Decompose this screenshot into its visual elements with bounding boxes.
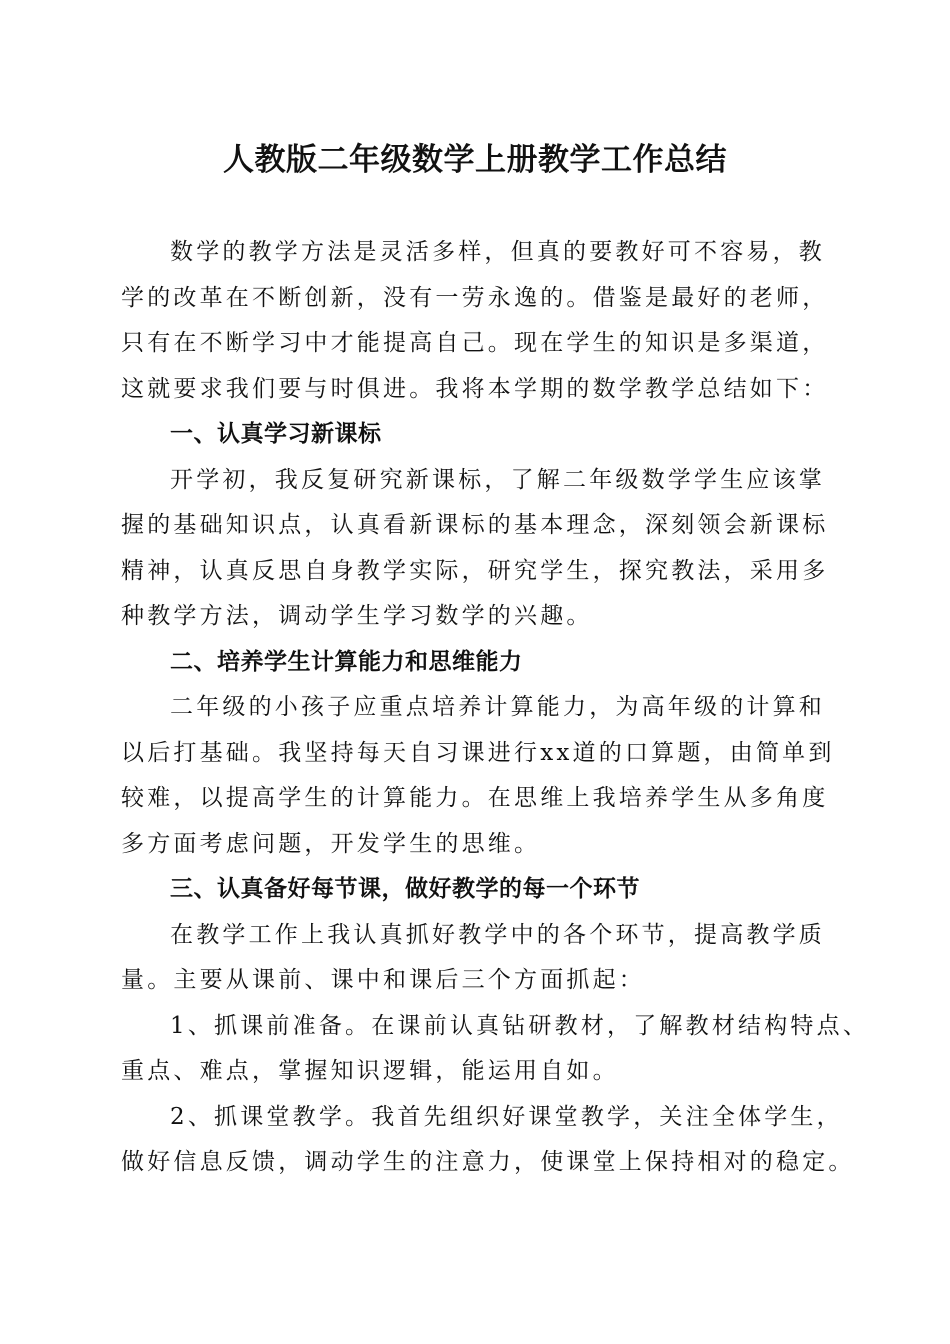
section-3-item-2-line: 2、抓课堂教学。我首先组织好课堂教学，关注全体学生， — [170, 1103, 843, 1130]
section-3-item-1-line: 1、抓课前准备。在课前认真钻研教材，了解教材结构特点、 — [170, 1012, 870, 1039]
section-2-line: 多方面考虑问题，开发学生的思维。 — [121, 830, 541, 857]
section-1-line: 握的基础知识点，认真看新课标的基本理念，深刻领会新课标 — [121, 512, 829, 538]
section-2-line: 以后打基础。我坚持每天自习课进行xx道的口算题，由简单到 — [121, 739, 835, 766]
document-body — [121, 230, 870, 1186]
document-title: 人教版二年级数学上册教学工作总结 — [223, 142, 727, 178]
section-1-line: 精神，认真反思自身教学实际，研究学生，探究教法，采用多 — [121, 557, 829, 584]
section-1-line: 开学初，我反复研究新课标，了解二年级数学学生应该掌 — [170, 466, 825, 493]
section-3-item-2-line: 做好信息反馈，调动学生的注意力，使课堂上保持相对的稳定。 — [121, 1149, 855, 1175]
section-2-line: 二年级的小孩子应重点培养计算能力，为高年级的计算和 — [170, 694, 825, 720]
section-2-line: 较难，以提高学生的计算能力。在思维上我培养学生从多角度 — [121, 785, 829, 811]
section-3-line: 在教学工作上我认真抓好教学中的各个环节，提高教学质 — [170, 921, 825, 948]
section-3-item-1-line: 重点、难点，掌握知识逻辑，能运用自如。 — [121, 1058, 619, 1084]
section-1-line: 种教学方法，调动学生学习数学的兴趣。 — [121, 603, 593, 629]
intro-line: 这就要求我们要与时俱进。我将本学期的数学教学总结如下： — [121, 375, 829, 402]
section-3-line: 量。主要从课前、课中和课后三个方面抓起： — [121, 967, 645, 993]
intro-line: 学的改革在不断创新，没有一劳永逸的。借鉴是最好的老师， — [121, 284, 829, 311]
section-1-heading: 一、认真学习新课标 — [170, 421, 382, 447]
section-3-heading: 三、认真备好每节课，做好教学的每一个环节 — [170, 876, 640, 902]
intro-line: 数学的教学方法是灵活多样，但真的要教好可不容易，教 — [170, 239, 825, 265]
section-2-heading: 二、培养学生计算能力和思维能力 — [170, 648, 523, 675]
intro-line: 只有在不断学习中才能提高自己。现在学生的知识是多渠道， — [121, 330, 829, 356]
